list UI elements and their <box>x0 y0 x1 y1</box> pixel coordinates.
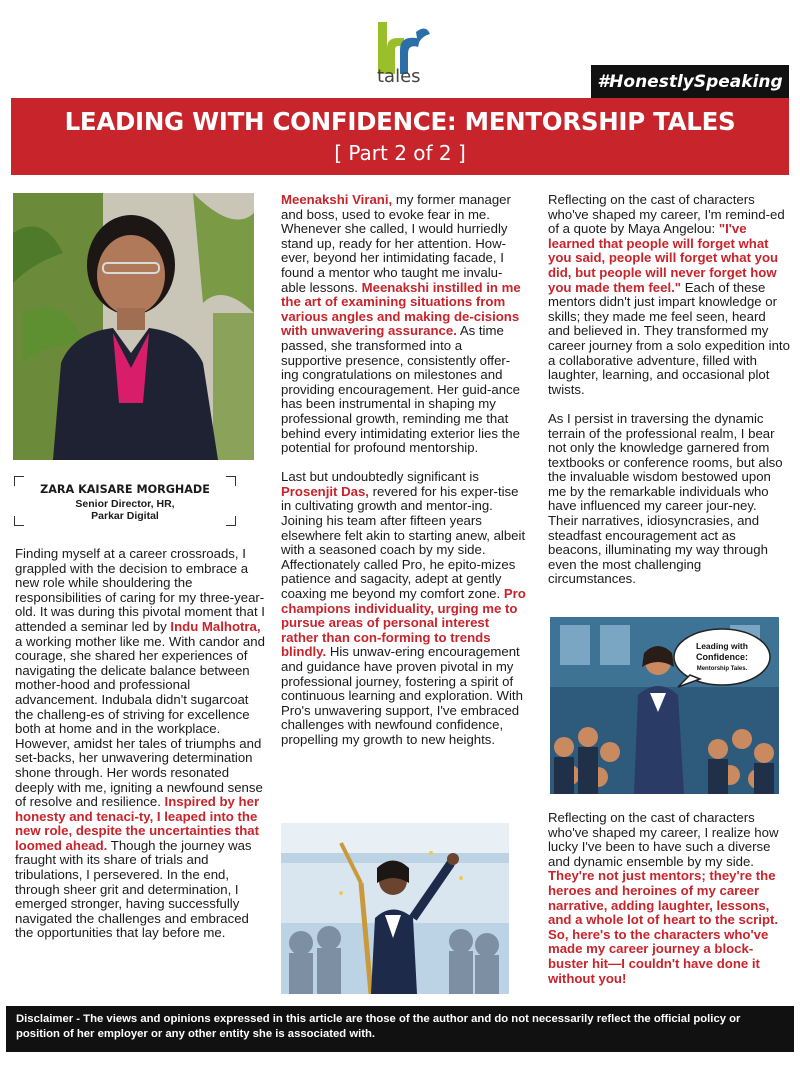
author-byline <box>14 476 236 526</box>
highlight-text: Inspired by her honesty and tenaci-ty, I leaped into the new role, despite the uncertainties that loomed ahead. <box>15 794 260 853</box>
paragraph: Finding myself at a career crossroads, I grappled with the decision to embrace a new role while shouldering the responsibilities of caring for my three-year-old. It was during this pivotal moment that I attended a seminar led by Indu Malhotra, a working mother like me. With candor and courage, she shared her experiences of navigating the delicate balance between mother-hood and professional advancement. Indubala didn't sugarcoat the challeng-es of striving for excellence both at home and in the workplace. However, amidst her tales of triumphs and set-backs, her unwavering determination shone through. Her words resonated deeply with me, igniting a newfound sense of resolve and resilience. Inspired by her honesty and tenaci-ty, I leaped into the new role, despite the uncertainties that loomed ahead. Though the journey was fraught with its share of trials and tribulations, I persevered. In the end, through sheer grit and determination, I emerged stronger, having successfully navigated the challenges and embraced the opportunities that lay before me. <box>15 546 265 941</box>
paragraph: Reflecting on the cast of characters who've shaped my career, I realize how lucky I've been to have such a diverse and dynamic ensemble by my side. They're not just mentors; they're the heroes and heroines of my career narrative, adding laughter, lessons, and a whole lot of heart to the script. So, here's to the characters who've made my career journey a block-buster hit—I couldn't have done it without you! <box>548 810 779 986</box>
bubble-line-3: Mentorship Tales. <box>696 666 748 672</box>
highlight-text: They're not just mentors; they're the heroes and heroines of my career narrative, adding laughter, lessons, and a whole lot of heart to the script. So, here's to the characters who've made my career journey a block-buster hit—I couldn't have done it without you! <box>548 868 779 986</box>
paragraph: Last but undoubtedly significant is Prosenjit Das, revered for his exper-tise in cultivating growth and mentor-ing. Joining his team after fifteen years elsewhere felt akin to starting anew, albeit with a seasoned coach by my side. Affectionately called Pro, he epito-mizes patience and sagacity, adept at gently coaxing me beyond my comfort zone. Pro champions individuality, urging me to pursue areas of personal interest rather than con-forming to trends blindly. His unwav-ering encouragement and guidance have proven pivotal in my professional journey, fostering a spirit of continuous learning and exploration. With Pro's unwavering support, I've embraced challenges with newfound confidence, propelling my growth to new heights. <box>281 469 526 747</box>
highlight-quote: "I've learned that people will forget what you said, people will forget what you did, but people will never forget how you made them feel." <box>548 221 779 295</box>
mentor-name-meenakshi: Meenakshi Virani, <box>281 192 393 207</box>
mentor-name-prosenjit: Prosenjit Das, <box>281 483 369 499</box>
article-title: LEADING WITH CONFIDENCE: MENTORSHIP TALES <box>64 107 736 136</box>
column-3 <box>548 193 790 587</box>
author-company: Parkar Digital <box>91 510 159 522</box>
highlight-text: Meenakshi instilled in me the art of examining situations from various angles and making de-cisions with unwavering assurance. <box>281 279 521 339</box>
disclaimer: Disclaimer - The views and opinions expressed in this article are those of the author and do not necessarily reflect the official policy or position of her employer or any other entity she is associated with. <box>6 1006 794 1052</box>
bubble-line-2: Confidence: <box>695 652 749 662</box>
author-name: ZARA KAISARE MORGHADE <box>40 483 210 496</box>
column-2 <box>281 193 526 748</box>
mentor-name-indu: Indu Malhotra, <box>170 618 261 634</box>
paragraph: As I persist in traversing the dynamic terrain of the professional realm, I bear not only the knowledge garnered from textbooks or conference rooms, but also the invaluable wisdom bestowed upon me by the remarkable individuals who have influenced my career jour-ney. Their narratives, idiosyncrasies, and steadfast encouragement act as beacons, illuminating my way through even the most challenging circumstances. <box>548 410 783 587</box>
column-3-bottom <box>548 811 790 986</box>
highlight-text: Pro champions individuality, urging me to pursue areas of personal interest rather than con-forming to trends blindly. <box>281 586 526 660</box>
paragraph: Reflecting on the cast of characters who've shaped my career, I'm remind-ed of a quote by Maya Angelou: "I've learned that people will forget what you said, people will forget what you did, but people will never forget how you made them feel." Each of these mentors didn't just impart knowledge or skills; they made me feel seen, heard and believed in. They transformed my career journey from a solo expedition into a collaborative adventure, filled with laughter, learning, and occasional plot twists. <box>548 192 790 397</box>
hashtag-badge: #HonestlySpeaking <box>591 65 789 98</box>
part-label: [ Part 2 of 2 ] <box>334 141 466 165</box>
author-title: Senior Director, HR, <box>75 498 175 510</box>
bubble-line-1: Leading with <box>696 641 748 651</box>
paragraph: Meenakshi Virani, my former manager and boss, used to evoke fear in me. Whenever she called, I would hurriedly stand up, ready for her attention. How-ever, beyond her intimidating facade, I found a mentor who taught me invalu-able lessons. Meenakshi instilled in me the art of examining situations from various angles and making de-cisions with unwavering assurance. As time passed, she transformed into a supportive presence, consistently offer-ing congratulations on milestones and providing encouragement. Her guid-ance has been instrumental in shaping my professional growth, reminding me that behind every intimidating exterior lies the potential for profound mentorship. <box>281 192 521 456</box>
title-banner <box>11 98 789 175</box>
author-photo <box>13 193 254 460</box>
mentor-illustration <box>281 823 509 994</box>
logo-wordmark: tales <box>377 66 421 87</box>
leader-illustration <box>550 617 779 794</box>
column-1 <box>15 547 266 941</box>
author-role <box>14 498 236 522</box>
